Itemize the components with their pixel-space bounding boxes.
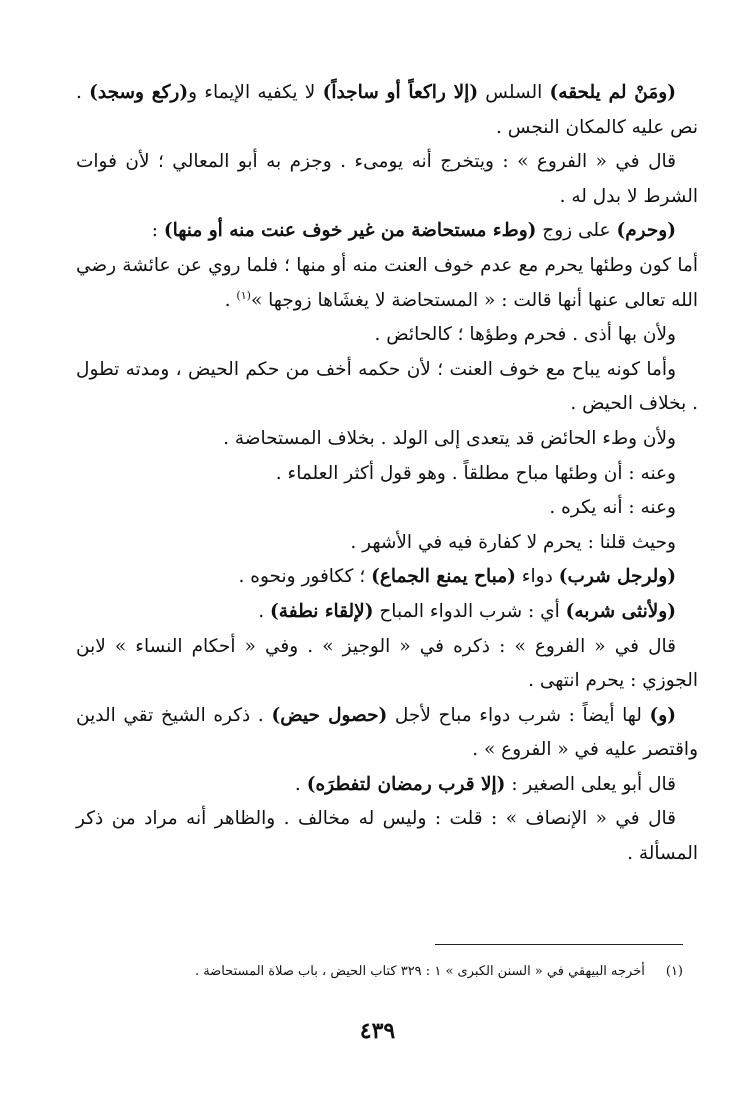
page-number: ٤٣٩ xyxy=(359,1018,396,1044)
bold-matn-text: (ومَنْ لم يلحقه) xyxy=(549,82,676,103)
commentary-text: . xyxy=(294,773,307,795)
commentary-text: السلس xyxy=(478,82,550,103)
bold-matn-text: (ركع وسجد) xyxy=(89,82,189,103)
commentary-text: دواء xyxy=(515,566,559,588)
commentary-text: وأما كونه يباح مع خوف العنت ؛ لأن حكمه أخف من حكم الحيض ، ومدته تطول . بخلاف الحيض . xyxy=(76,358,698,415)
commentary-text: وحيث قلنا : يحرم لا كفارة فيه في الأشهر . xyxy=(350,531,676,553)
commentary-text: ولأن وطء الحائض قد يتعدى إلى الولد . بخلاف المستحاضة . xyxy=(223,427,676,449)
commentary-text: على زوج xyxy=(536,220,617,242)
bold-matn-text: (حصول حيض) xyxy=(271,704,388,726)
commentary-text: ؛ ككافور ونحوه . xyxy=(238,566,372,588)
paragraph xyxy=(76,595,698,630)
paragraph xyxy=(76,699,698,768)
paragraph xyxy=(76,145,698,214)
paragraph xyxy=(76,214,698,249)
commentary-text: قال في « الفروع » : ويتخرج أنه يومىء . وجزم به أبو المعالي ؛ لأن فوات الشرط لا بدل له . xyxy=(76,151,698,207)
commentary-text: . xyxy=(224,289,237,311)
paragraph xyxy=(76,249,698,318)
bold-matn-text: (ولرجل شرب) xyxy=(558,566,676,588)
footnote-separator xyxy=(435,944,683,945)
commentary-text: وعنه : أن وطئها مباح مطلقاً . وهو قول أكثر العلماء . xyxy=(275,462,676,484)
paragraph xyxy=(76,768,698,803)
paragraph xyxy=(76,457,698,492)
bold-matn-text: (لإلقاء نطفة) xyxy=(270,600,374,622)
paragraph xyxy=(76,422,698,457)
commentary-text: : xyxy=(151,220,164,242)
commentary-text: قال في « الفروع » : ذكره في « الوجيز » . وفي « أحكام النساء » لابن الجوزي : يحرم انتهى . xyxy=(76,635,698,692)
paragraph xyxy=(76,630,698,699)
paragraph xyxy=(76,353,698,422)
bold-matn-text: (وطء مستحاضة من غير خوف عنت منه أو منها) xyxy=(163,220,537,242)
paragraph xyxy=(76,318,698,353)
commentary-text: لها أيضاً : شرب دواء مباح لأجل xyxy=(387,704,650,726)
commentary-text: قال في « الإنصاف » : قلت : وليس له مخالف . والظاهر أنه مراد من ذكر المسألة . xyxy=(76,808,698,865)
commentary-text: لا يكفيه الإيماء و xyxy=(188,82,323,103)
paragraph xyxy=(76,491,698,526)
paragraph xyxy=(76,526,698,561)
body-text xyxy=(76,76,698,872)
bold-matn-text: (إلا قرب رمضان لتفطرَه) xyxy=(306,773,506,795)
bold-matn-text: (و) xyxy=(649,704,676,726)
commentary-text: . xyxy=(258,600,271,622)
commentary-text: قال أبو يعلى الصغير : xyxy=(505,773,676,795)
footnote-text: أخرجه البيهقي في « السنن الكبرى » ١ : ٣٢٩ كتاب الحيض ، باب صلاة المستحاضة . xyxy=(194,964,645,979)
bold-matn-text: (ولأنثى شربه) xyxy=(565,600,676,622)
bold-matn-text: (وحرم) xyxy=(616,220,676,242)
footnote-reference: (١) xyxy=(236,288,251,302)
commentary-text: وعنه : أنه يكره . xyxy=(549,497,676,519)
footnote xyxy=(83,962,683,982)
commentary-text: . نص عليه كالمكان النجس . xyxy=(76,82,698,138)
paragraph xyxy=(76,76,698,145)
bold-matn-text: (مباح يمنع الجماع) xyxy=(371,566,516,588)
commentary-text: ولأن بها أذى . فحرم وطؤها ؛ كالحائض . xyxy=(374,324,676,346)
commentary-text: أما كون وطئها يحرم مع عدم خوف العنت منه أو منها ؛ فلما روي عن عائشة رضي الله تعالى عنها أنها قالت : « المستحاضة لا يغشَاها زوجها » xyxy=(76,254,698,311)
footnote-number: (١) xyxy=(665,964,683,979)
paragraph xyxy=(76,560,698,595)
bold-matn-text: (إلا راكعاً أو ساجداً) xyxy=(322,82,479,103)
paragraph xyxy=(76,802,698,871)
commentary-text: . ذكره الشيخ تقي الدين واقتصر عليه في « الفروع » . xyxy=(76,704,698,761)
commentary-text: أي : شرب الدواء المباح xyxy=(373,600,566,622)
